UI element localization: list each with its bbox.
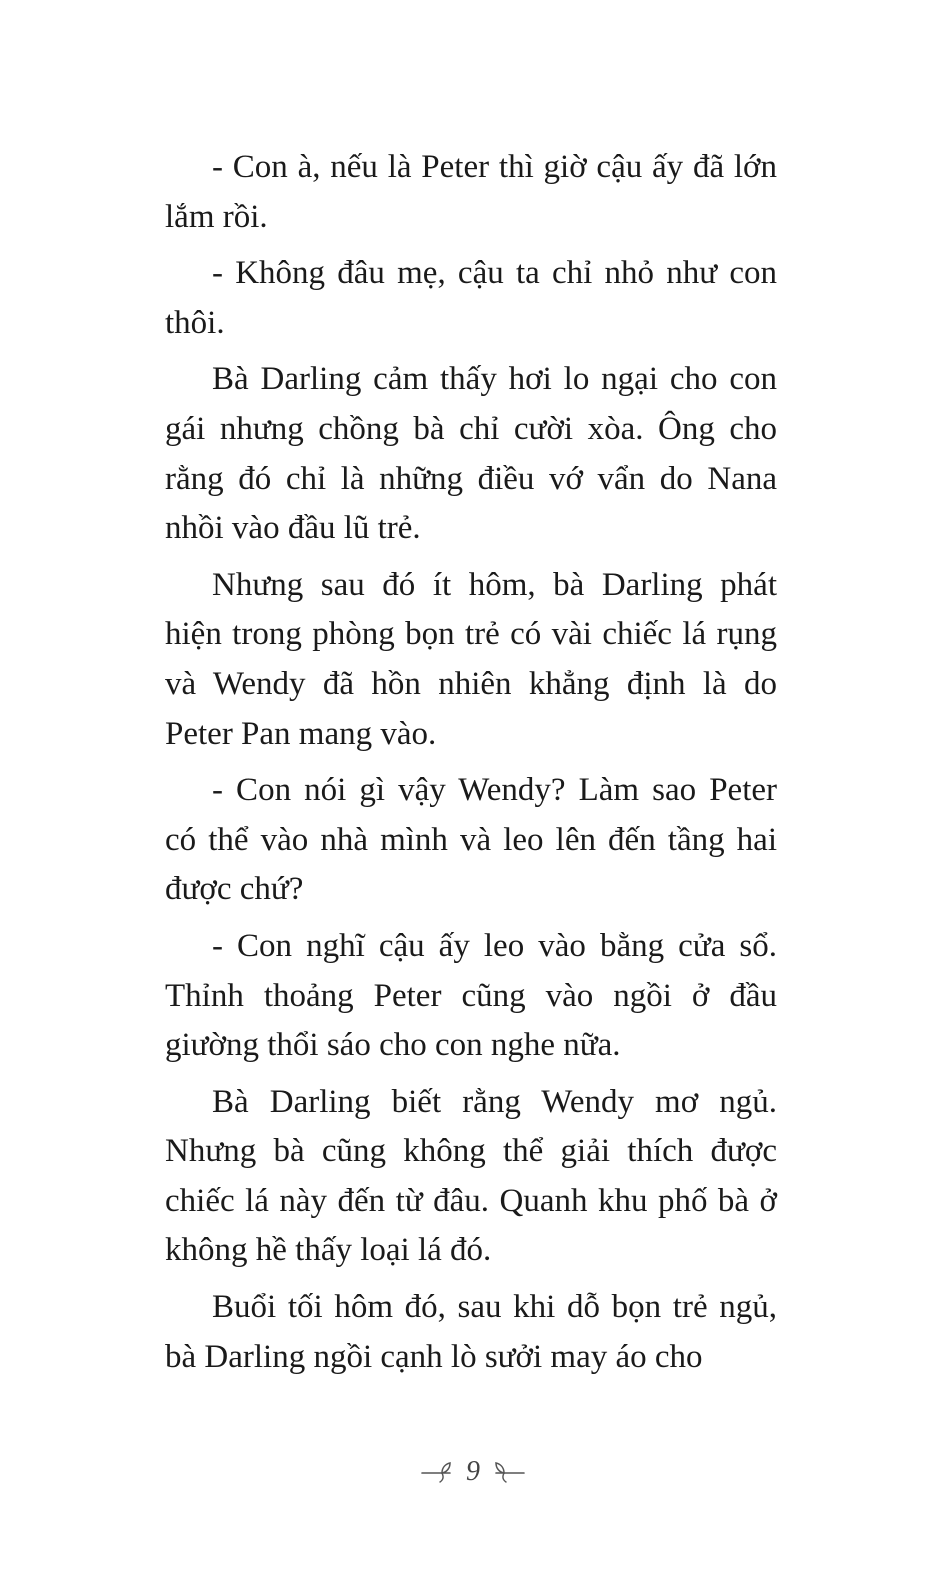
- page-number: 9: [466, 1456, 480, 1487]
- paragraph: Bà Darling cảm thấy hơi lo ngại cho con gái nhưng chồng bà chỉ cười xòa. Ông cho rằng đó chỉ là những điều vớ vẩn do Nana nhồi vào đầu lũ trẻ.: [165, 361, 777, 547]
- page-footer: [0, 1452, 946, 1492]
- paragraph: Bà Darling biết rằng Wendy mơ ngủ. Nhưng bà cũng không thể giải thích được chiếc lá này đến từ đâu. Quanh khu phố bà ở không hề thấy loại lá đó.: [165, 1083, 777, 1269]
- leaf-ornament-icon: [420, 1461, 454, 1483]
- paragraph: - Con nói gì vậy Wendy? Làm sao Peter có thể vào nhà mình và leo lên đến tầng hai được chứ?: [165, 772, 777, 908]
- paragraph: - Không đâu mẹ, cậu ta chỉ nhỏ như con thôi.: [165, 255, 777, 341]
- paragraph: Nhưng sau đó ít hôm, bà Darling phát hiện trong phòng bọn trẻ có vài chiếc lá rụng và Wendy đã hồn nhiên khẳng định là do Peter Pan mang vào.: [165, 566, 777, 752]
- paragraph: - Con à, nếu là Peter thì giờ cậu ấy đã lớn lắm rồi.: [165, 149, 777, 235]
- paragraph: Buổi tối hôm đó, sau khi dỗ bọn trẻ ngủ, bà Darling ngồi cạnh lò sưởi may áo cho: [165, 1289, 777, 1375]
- leaf-ornament-icon: [492, 1461, 526, 1483]
- paragraph: - Con nghĩ cậu ấy leo vào bằng cửa sổ. Thỉnh thoảng Peter cũng vào ngồi ở đầu giường thổi sáo cho con nghe nữa.: [165, 927, 777, 1064]
- page-body: [165, 143, 777, 1389]
